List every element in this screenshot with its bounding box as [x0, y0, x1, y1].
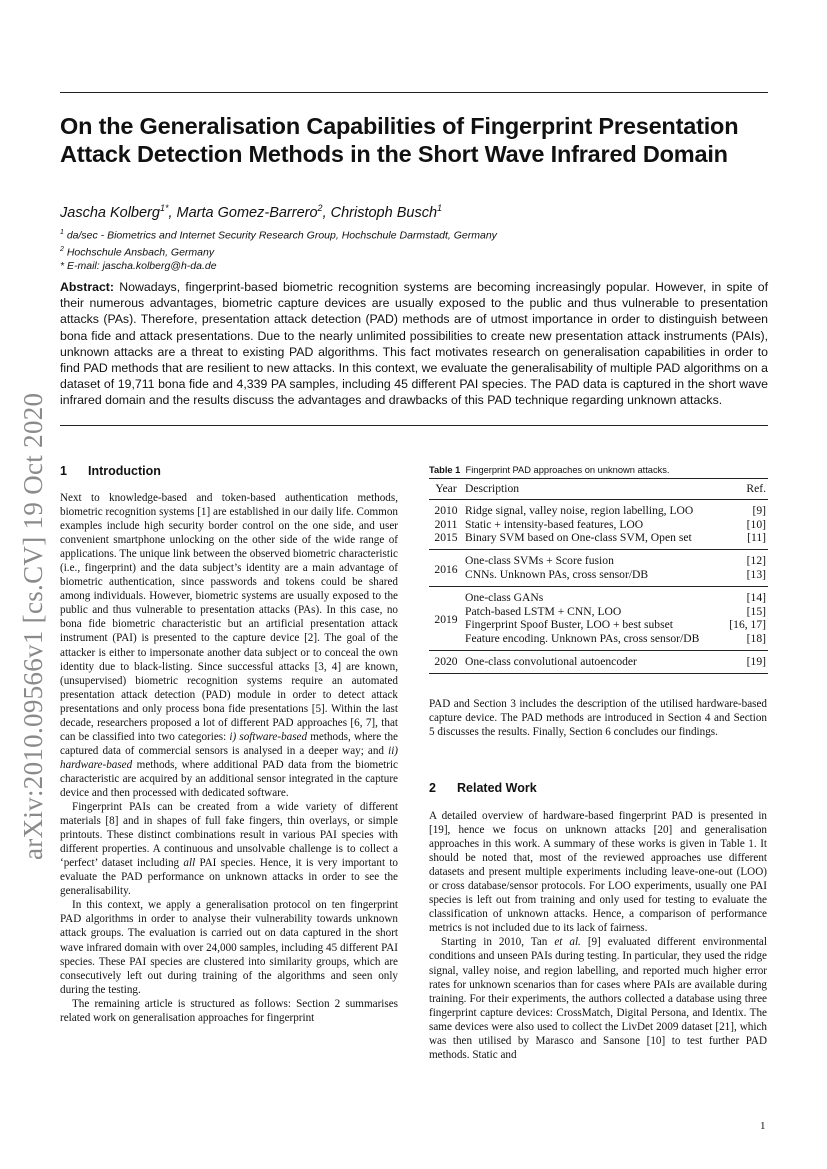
affiliations [60, 226, 497, 274]
affiliation-line [60, 226, 497, 243]
paper-title: On the Generalisation Capabilities of Fingerprint Presentation Attack Detection Methods in the Short Wave Infrared Domain [60, 113, 739, 167]
table-row [429, 586, 768, 604]
author-affil-mark: 2 [317, 203, 323, 213]
cell-description: Patch-based LSTM + CNN, LOO [465, 604, 622, 618]
text-run: Fingerprint PAIs can be created from a wide variety of different materials [8] and in shapes of full fake fingers, thin overlays, or simple printouts. These distinct combinations result in various PAI species with different properties. A continuous and unsolvable challenge is to collect a ‘perfect’ dataset including [60, 801, 398, 870]
section-number: 1 [60, 464, 67, 478]
table-row [429, 650, 768, 673]
cell-ref: [19] [720, 650, 768, 673]
abstract-text: Nowadays, fingerprint-based biometric recognition systems are becoming increasingly popular. However, in spite of their numerous advantages, biometric capture devices are usually exposed to the public and thus vulnerable to presentation attacks (PAs). Therefore, presentation attack detection (PAD) methods are of utmost importance in order to distinguish between bona fide and attack presentations. Due to the nearly unlimited possibilities to create new presentation attack instruments (PAIs), unknown attacks are a threat to existing PAD algorithms. This fact motivates research on generalisation capabilities in order to find PAD methods that are resilient to new attacks. In this context, we evaluate the generalisability of multiple PAD algorithms on a dataset of 19,711 bona fide and 4,339 PA samples, including 45 different PAI species. The PAD data is captured in the short wave infrared domain and the results discuss the advantages and drawbacks of this PAD technique regarding unknown attacks. [60, 280, 768, 408]
affil-text: Hochschule Ansbach, Germany [66, 246, 215, 259]
author-name: Jascha Kolberg [60, 204, 160, 221]
cell-ref: [11] [720, 531, 768, 549]
col-header-description: Description [463, 479, 720, 500]
col-header-year: Year [429, 479, 463, 500]
cell-ref: [15] [746, 604, 766, 618]
author-name: Christoph Busch [330, 204, 438, 221]
cell-year: 2010 [434, 503, 458, 517]
affil-text: da/sec - Biometrics and Internet Security Research Group, Hochschule Darmstadt, Germany [66, 229, 497, 242]
related-paragraph-2 [429, 935, 767, 1061]
top-rule [60, 92, 768, 93]
table-row [429, 568, 768, 586]
text-run-italic: all [183, 857, 196, 870]
cell-year: 2016 [429, 550, 463, 587]
affiliation-line [60, 260, 497, 274]
author-affil-mark: 1 [437, 203, 443, 213]
pad-approaches-table [429, 478, 768, 674]
table-row [429, 518, 768, 532]
table-caption-text: Fingerprint PAD approaches on unknown attacks. [465, 465, 670, 475]
right-column [429, 809, 767, 1062]
section-1-heading [60, 463, 161, 479]
table-row [429, 499, 768, 517]
affil-mark: 1 [60, 229, 64, 236]
table-label: Table 1 [429, 465, 461, 475]
table-header-row [429, 479, 768, 500]
cell-description: One-class convolutional autoencoder [463, 650, 720, 673]
table-row [429, 531, 768, 549]
cell-description: Feature encoding. Unknown PAs, cross sensor/DB [463, 632, 720, 650]
section-number: 2 [429, 781, 436, 795]
text-run: [9] evaluated different environmental conditions and unseen PAIs during testing. In particular, they used the ridge signal, valley noise, and region labelling, and reported much higher error rates for unknown scenarios than for cases where PAIs are available during training. For their experiments, the authors collected a database using three fingerprint capture devices: CrossMatch, Digital Persona, and Identix. The same devices were also used to collect the LivDet 2009 dataset [21], which was then utilised by Marasco and Sansone [10] to test further PAD methods. Static and [429, 936, 767, 1061]
table-row [429, 550, 768, 568]
related-paragraph-1: A detailed overview of hardware-based fingerprint PAD is presented in [19], hence we focus on unknown attacks [20] and generalisation approaches in this work. A summary of these works is given in Table 1. It should be noted that, most of the reviewed approaches use different datasets and present multiple experiments including leave-one-out (LOO) or cross database/sensor protocols. For LOO experiments, usually one PAI species is left out from training and only used for testing to evaluate the classification of unknown attacks. Hence, a comparison of performance metrics is not included due to its lack of fairness. [429, 810, 767, 935]
text-run: PAI species. Hence, it is very important to evaluate the PAD performance on unknown attacks in order to see the generalisability. [60, 857, 398, 898]
abstract-label: Abstract: [60, 280, 114, 294]
cell-ref: [12] [746, 554, 766, 568]
intro-paragraph-1 [60, 491, 398, 800]
cell-year: 2011 [434, 517, 458, 531]
cell-year: 2020 [429, 650, 463, 673]
cell-description: Ridge signal, valley noise, region labelling, LOO [465, 503, 694, 517]
text-run-italic: et al. [554, 936, 581, 949]
table-caption [429, 465, 670, 475]
author-affil-mark: 1* [159, 203, 169, 213]
cell-ref: [18] [720, 632, 768, 650]
author-name: Marta Gomez-Barrero [176, 204, 318, 221]
text-run: methods, where the captured data of commercial sensors is analysed in a deeper way; and [60, 730, 398, 757]
cell-description: Binary SVM based on One-class SVM, Open set [463, 531, 720, 549]
cell-year: 2015 [429, 531, 463, 549]
cell-ref: [16, 17] [729, 618, 766, 632]
cell-description: Fingerprint Spoof Buster, LOO + best subset [465, 618, 673, 632]
cell-ref: [13] [720, 568, 768, 586]
text-run-italic: i) software-based [229, 730, 308, 743]
affiliation-line [60, 243, 497, 260]
cell-year: 2019 [429, 586, 463, 650]
cell-ref: [14] [746, 590, 766, 604]
cell-description: CNNs. Unknown PAs, cross sensor/DB [463, 568, 720, 586]
left-column [60, 491, 398, 1025]
section-title: Introduction [88, 464, 161, 478]
text-run: Starting in 2010, Tan [441, 936, 548, 949]
section-2-heading [429, 780, 537, 796]
right-column-continuation [429, 697, 767, 739]
page-number: 1 [760, 1120, 766, 1132]
continuation-paragraph: PAD and Section 3 includes the description of the utilised hardware-based capture device. The PAD methods are introduced in Section 4 and Section 5 discusses the results. Finally, Section 6 concludes our findings. [429, 698, 767, 739]
col-header-ref: Ref. [720, 479, 768, 500]
table-row [429, 632, 768, 650]
cell-description: One-class SVMs + Score fusion [465, 554, 614, 568]
section-title: Related Work [457, 781, 537, 795]
text-run: methods, where additional PAD data from the biometric characteristic are acquired by an additional sensor integrated in the capture device and then processed with dedicated software. [60, 758, 398, 799]
affil-email: * E-mail: jascha.kolberg@h-da.de [60, 260, 217, 272]
intro-paragraph-3: In this context, we apply a generalisation protocol on ten fingerprint PAD algorithms in order to analyse their vulnerability towards unknown attack groups. The evaluation is carried out on data captured in the short wave infrared domain with over 24,000 samples, including 45 different PAI species. These PAI species are clustered into similarity groups, which are consecutively left out during training of the algorithms and seen only during the testing. [60, 899, 398, 996]
arxiv-stamp: arXiv:2010.09566v1 [cs.CV] 19 Oct 2020 [18, 392, 48, 860]
text-run-italic: ii) hardware-based [60, 744, 398, 771]
affil-mark: 2 [60, 246, 64, 253]
cell-ref: [9] [752, 503, 766, 517]
abstract [60, 279, 768, 409]
author-list: Jascha Kolberg$^{1*}$, Marta Gomez-Barrero$^2$, Christoph Busch$^1$ [60, 203, 443, 221]
cell-description: Static + intensity-based features, LOO [465, 517, 644, 531]
intro-paragraph-4: The remaining article is structured as follows: Section 2 summarises related work on generalisation approaches for fingerprint [60, 997, 398, 1024]
cell-ref: [10] [746, 517, 766, 531]
table-row [429, 605, 768, 619]
abstract-bottom-rule [60, 425, 768, 426]
text-run: Next to knowledge-based and token-based authentication methods, biometric recognition systems [1] are established in our daily life. Common examples include high security border control on the one side, and user convenient smartphone unlocking on the other side of the wide range of applications. The unique link between the observed biometric characteristic (i.e., fingerprint) and the data subject’s identity are a main advantage of biometric authentication, since passwords and tokens could be shared among individuals. However, biometric systems are usually exposed to the public and thus vulnerable to presentation attacks (PAs). In this case, no bona fide biometric characteristic but an artificial presentation attack instrument (PAI) is presented to the capture device [2]. The goal of the attacker is either to impersonate another data subject or to conceal the own identity due to black-listing. Since successful attacks [3, 4] are known, (unsupervised) biometric recognition systems require an automated presentation attack detection (PAD) module in order to detect attack presentations and only process bona fide presentations [5]. Within the last decade, researchers proposed a lot of different PAD approaches [6, 7], that can be classified into two categories: [60, 492, 398, 743]
cell-description: One-class GANs [465, 590, 544, 604]
table-row [429, 618, 768, 632]
intro-paragraph-2 [60, 800, 398, 898]
